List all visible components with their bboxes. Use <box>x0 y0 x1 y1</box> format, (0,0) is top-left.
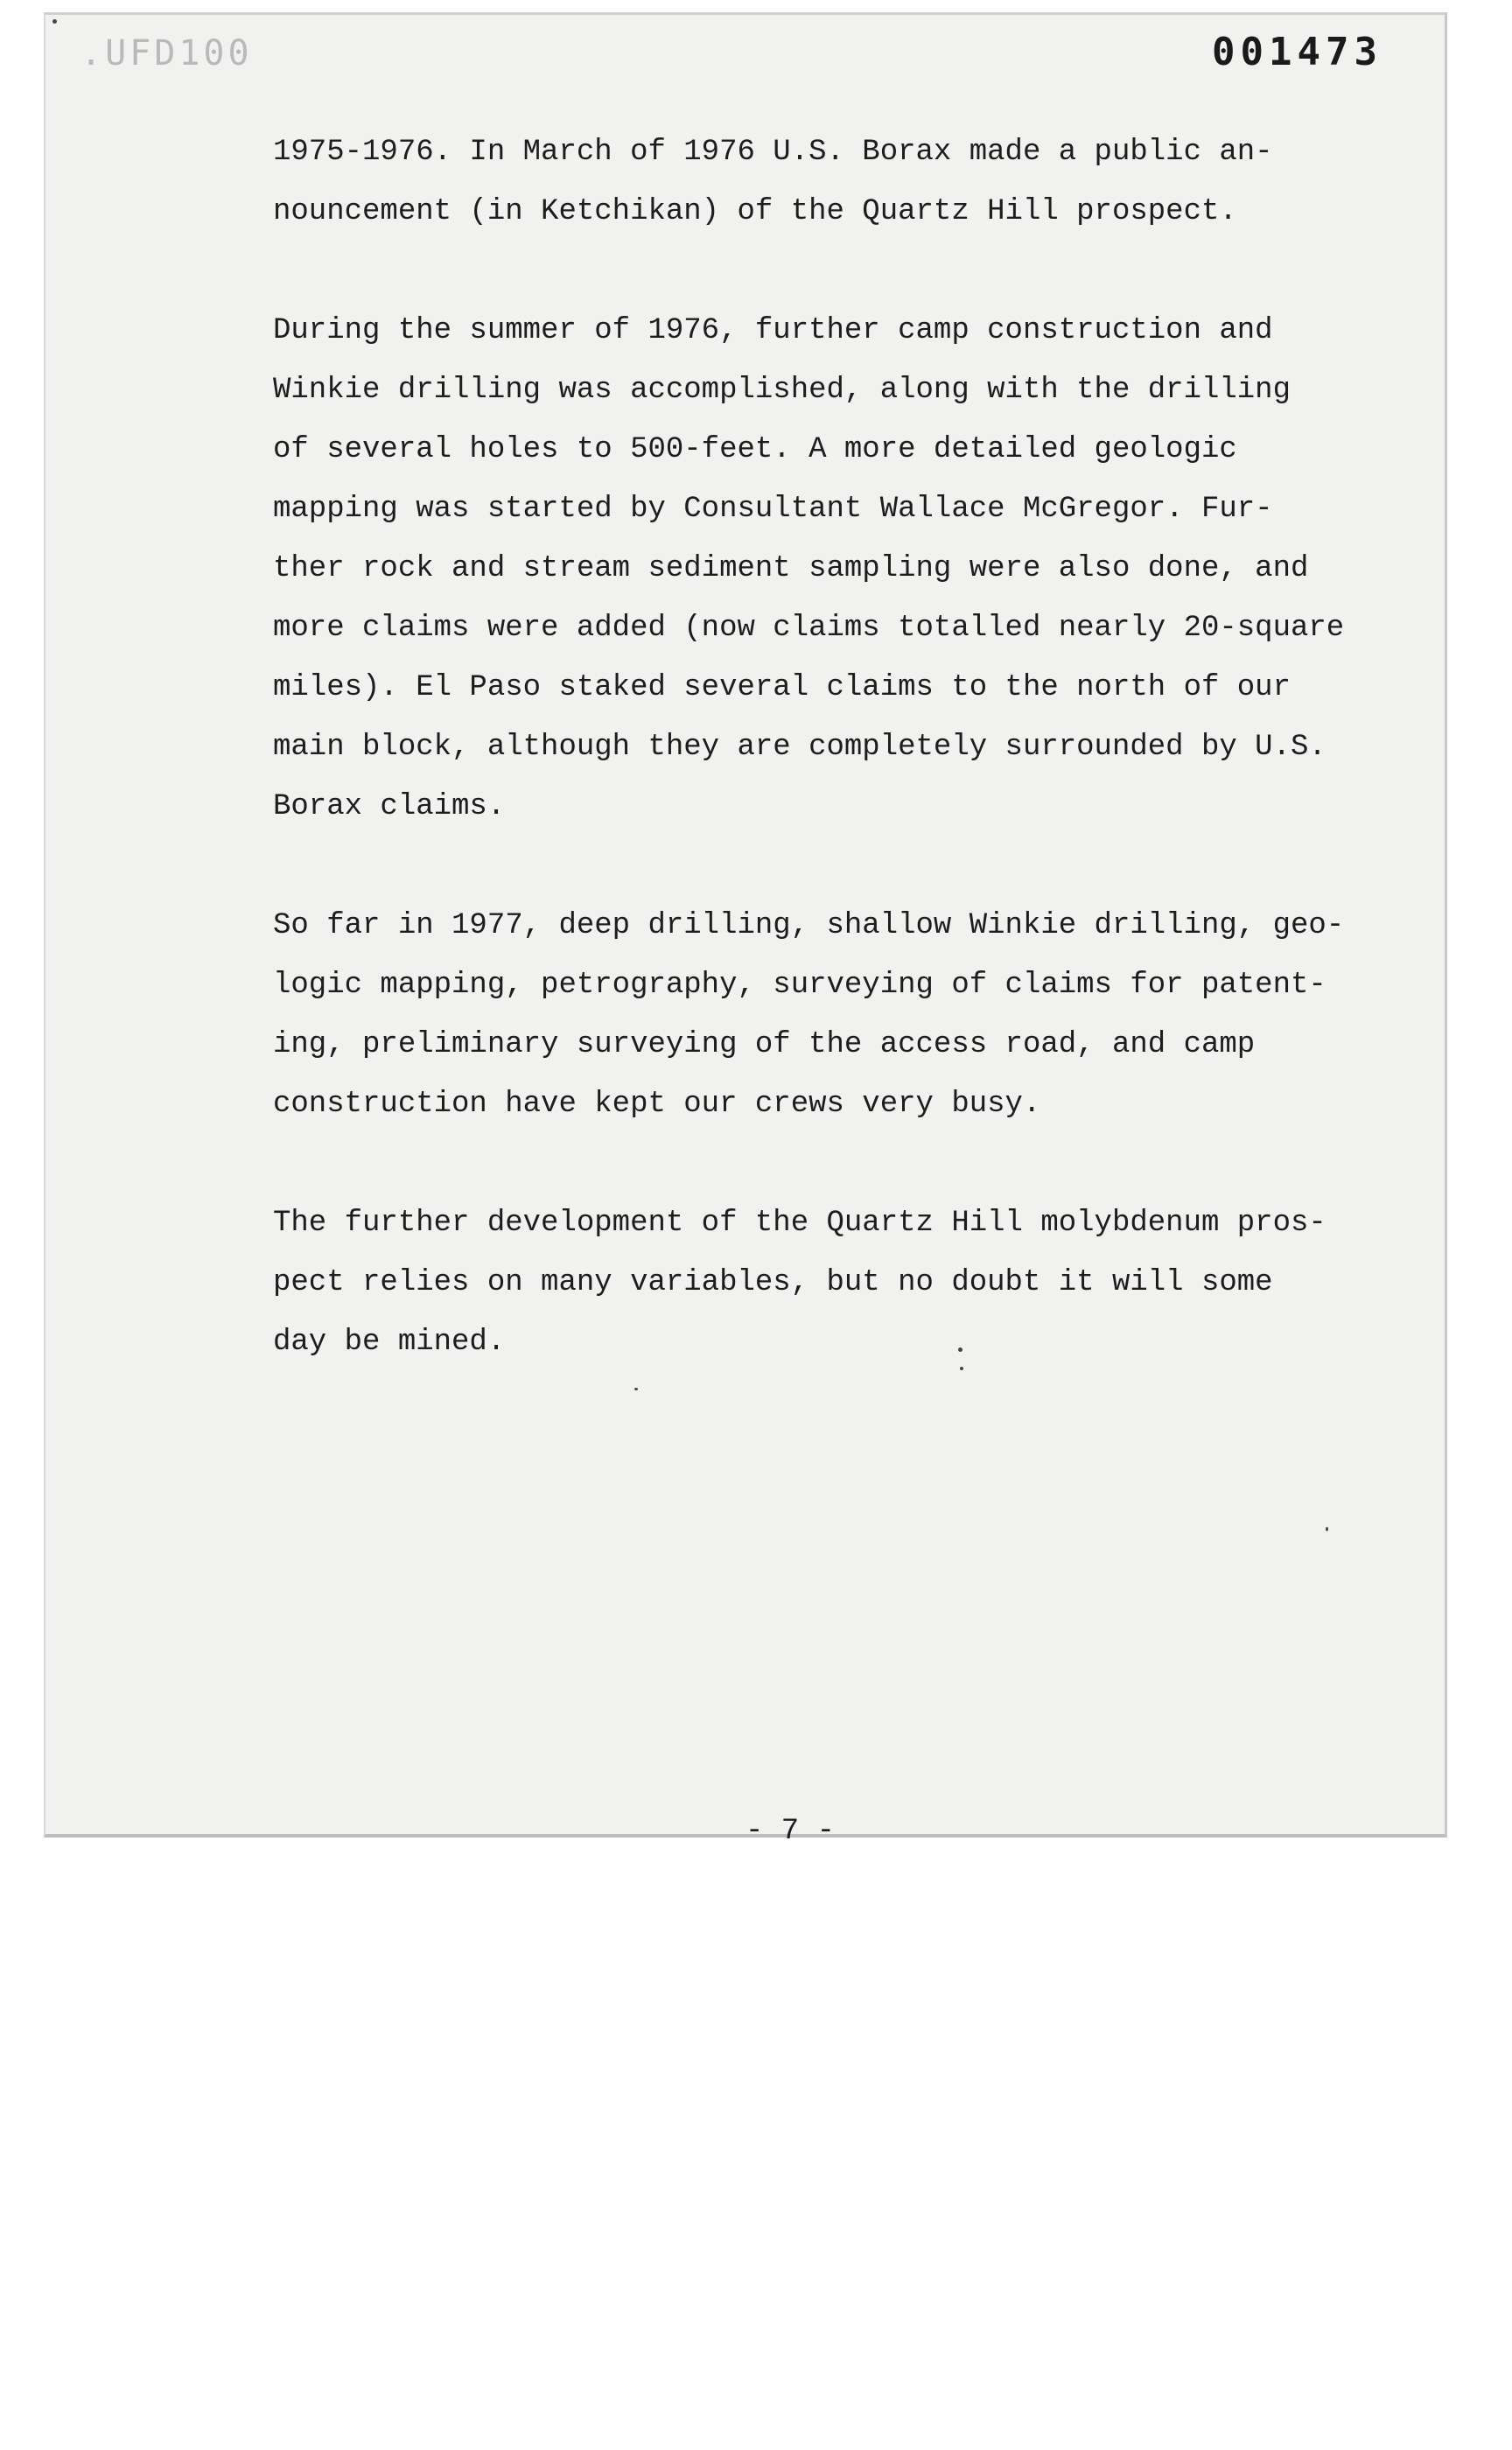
scan-speck <box>52 19 57 24</box>
text-line: main block, although they are completely surrounded by U.S. <box>273 731 1326 764</box>
scan-speck <box>960 1367 963 1370</box>
text-line: 1975-1976. In March of 1976 U.S. Borax made a public an- <box>273 136 1273 169</box>
scan-speck <box>1326 1527 1328 1531</box>
paragraph-1 <box>273 122 1376 242</box>
text-line: nouncement (in Ketchikan) of the Quartz Hill prospect. <box>273 195 1237 228</box>
paragraph-2 <box>273 301 1376 836</box>
faint-reference-code: .UFD100 <box>80 33 253 74</box>
page-number: - 7 - <box>746 1815 836 1848</box>
text-line: pect relies on many variables, but no doubt it will some <box>273 1266 1273 1299</box>
text-line: Winkie drilling was accomplished, along with the drilling <box>273 374 1291 407</box>
paragraph-4 <box>273 1194 1376 1372</box>
paragraph-3 <box>273 896 1376 1134</box>
scan-speck <box>958 1348 962 1352</box>
scan-speck <box>634 1388 638 1390</box>
document-number: 001473 <box>1212 30 1382 74</box>
text-line: day be mined. <box>273 1326 506 1359</box>
text-line: of several holes to 500-feet. A more detailed geologic <box>273 433 1237 466</box>
text-line: logic mapping, petrography, surveying of claims for patent- <box>273 969 1326 1002</box>
text-line: Borax claims. <box>273 790 506 823</box>
text-line: The further development of the Quartz Hill molybdenum pros- <box>273 1207 1326 1240</box>
text-line: ther rock and stream sediment sampling were also done, and <box>273 552 1309 585</box>
text-line: During the summer of 1976, further camp construction and <box>273 314 1273 347</box>
text-line: So far in 1977, deep drilling, shallow Winkie drilling, geo- <box>273 909 1345 942</box>
text-line: mapping was started by Consultant Wallace McGregor. Fur- <box>273 493 1273 526</box>
text-line: ing, preliminary surveying of the access road, and camp <box>273 1028 1256 1061</box>
text-line: construction have kept our crews very busy. <box>273 1088 1041 1121</box>
document-body <box>273 122 1376 1432</box>
text-line: miles). El Paso staked several claims to the north of our <box>273 671 1291 704</box>
text-line: more claims were added (now claims totalled nearly 20-square <box>273 612 1345 645</box>
